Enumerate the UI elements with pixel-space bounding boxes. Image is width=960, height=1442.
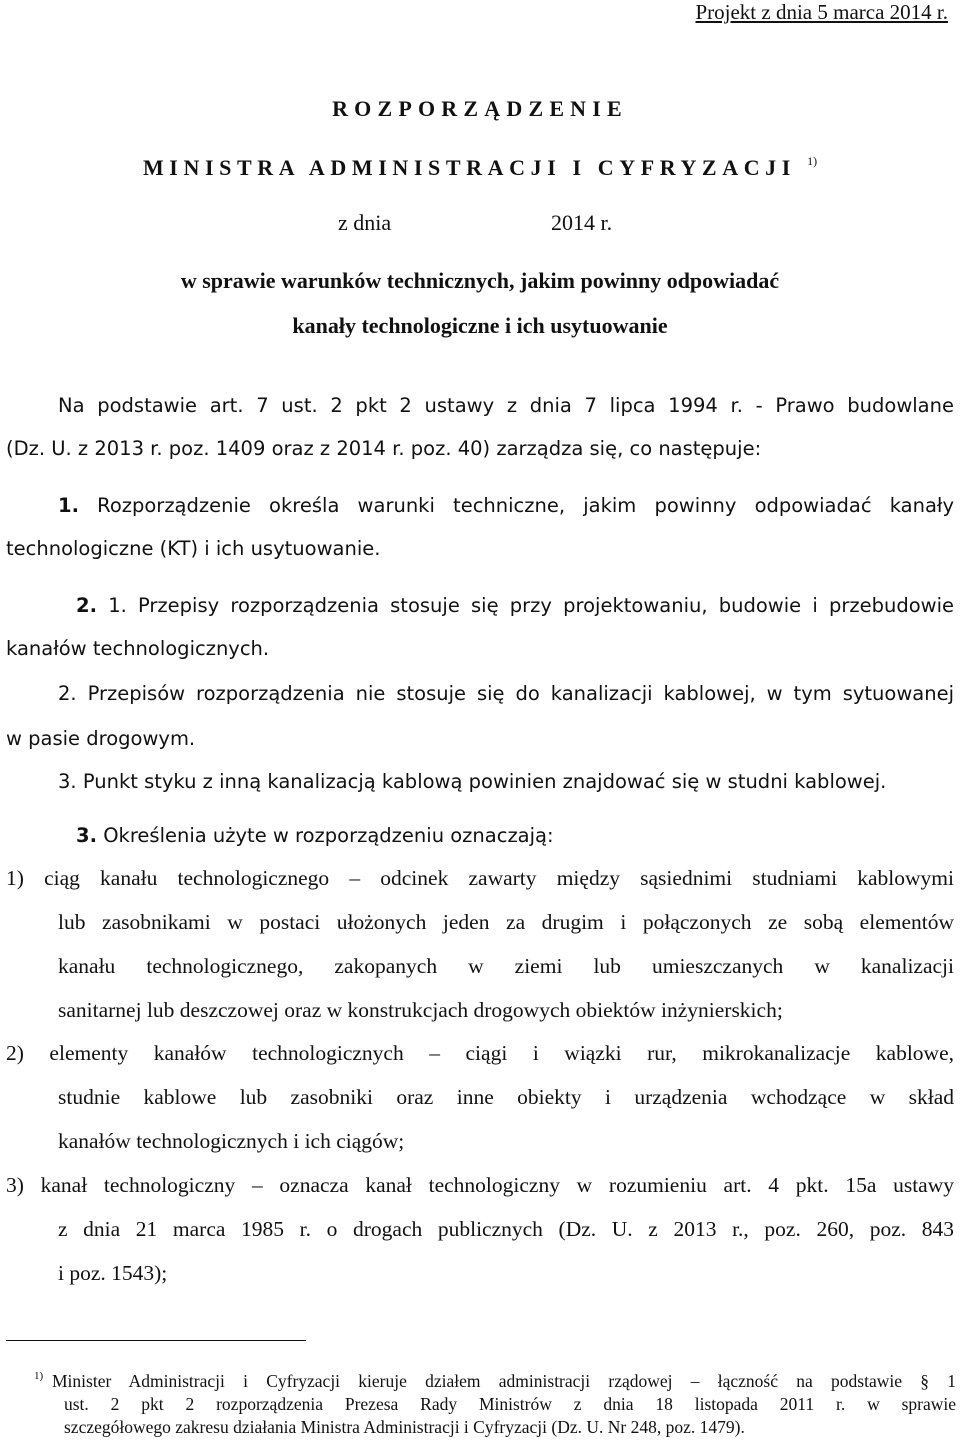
definition-3-line-3: i poz. 1543); <box>58 1261 168 1285</box>
section-3-intro-text: Określenia użyte w rozporządzeniu oznaczają: <box>103 824 554 847</box>
section-3-number: 3. <box>76 824 97 847</box>
preamble-line-2: (Dz. U. z 2013 r. poz. 1409 oraz z 2014 r. poz. 40) zarządza się, co następuje: <box>6 437 762 460</box>
footnote-line-3: szczegółowego zakresu działania Ministra Administracji i Cyfryzacji (Dz. U. Nr 248, poz. 1479). <box>64 1417 745 1437</box>
document-title: ROZPORZĄDZENIE <box>332 96 628 121</box>
section-2-point-1-text: Przepisy rozporządzenia stosuje się przy projektowaniu, budowie i przebudowie <box>138 594 955 617</box>
footnote-mark: 1) <box>34 1370 44 1382</box>
date-year: 2014 r. <box>551 210 613 235</box>
footnote-line-2: ust. 2 pkt 2 rozporządzenia Prezesa Rady Ministrów z dnia 18 listopada 2011 r. w sprawie <box>64 1394 956 1414</box>
preamble-line-1: Na podstawie art. 7 ust. 2 pkt 2 ustawy z dnia 7 lipca 1994 r. - Prawo budowlane <box>58 394 954 417</box>
issuing-authority-text: MINISTRA ADMINISTRACJI I CYFRYZACJI <box>142 155 796 180</box>
definition-3-line-2: z dnia 21 marca 1985 r. o drogach publicznych (Dz. U. z 2013 r., poz. 260, poz. 843 <box>58 1217 954 1241</box>
definition-1-line-1: 1) ciąg kanału technologicznego – odcinek zawarty między sąsiednimi studniami kablowymi <box>6 866 954 890</box>
definition-1-line-4: sanitarnej lub deszczowej oraz w konstrukcjach drogowych obiektów inżynierskich; <box>58 998 783 1022</box>
section-2-point-3-text: Punkt styku z inną kanalizacją kablową powinien znajdować się w studni kablowej. <box>82 770 887 793</box>
issuing-authority <box>0 154 960 181</box>
section-2-point-2-text: Przepisów rozporządzenia nie stosuje się do kanalizacji kablowej, w tym sytuowanej <box>87 682 954 705</box>
section-2-point-1-number: 1. <box>108 594 127 617</box>
section-2-point-3 <box>58 770 886 793</box>
section-3-intro <box>76 824 554 847</box>
subject-line-1: w sprawie warunków technicznych, jakim powinny odpowiadać <box>180 268 780 293</box>
section-2-line-1 <box>76 594 954 617</box>
section-2-point-2-line-1 <box>58 682 954 705</box>
definition-2-line-2: studnie kablowe lub zasobniki oraz inne obiekty i urządzenia wchodzące w skład <box>58 1085 954 1109</box>
section-2-point-3-number: 3. <box>58 770 77 793</box>
section-1-line-1 <box>58 494 954 517</box>
section-1-line-2: technologiczne (KT) i ich usytuowanie. <box>6 537 381 560</box>
footnote-line-1: Minister Administracji i Cyfryzacji kieruje działem administracji rządowej – łączność na podstawie § 1 <box>52 1371 956 1391</box>
section-2-number: 2. <box>76 594 97 617</box>
definition-1-line-2: lub zasobnikami w postaci ułożonych jeden za drugim i połączonych ze sobą elementów <box>58 910 954 934</box>
footnote-separator <box>6 1340 306 1341</box>
subject-line-2: kanały technologiczne i ich usytuowanie <box>292 313 668 338</box>
section-2-point-2-line-2: w pasie drogowym. <box>6 727 196 750</box>
definition-3-line-1: 3) kanał technologiczny – oznacza kanał technologiczny w rozumieniu art. 4 pkt. 15a ustawy <box>6 1173 954 1197</box>
date-prefix: z dnia <box>338 210 392 235</box>
section-1-text: Rozporządzenie określa warunki techniczne, jakim powinny odpowiadać kanały <box>97 494 954 517</box>
footnote-ref: 1) <box>807 154 818 168</box>
definition-2-line-1: 2) elementy kanałów technologicznych – ciągi i wiązki rur, mikrokanalizacje kablowe, <box>6 1041 954 1065</box>
definition-1-line-3: kanału technologicznego, zakopanych w ziemi lub umieszczanych w kanalizacji <box>58 954 954 978</box>
section-2-point-1-line-2: kanałów technologicznych. <box>6 637 270 660</box>
section-1-number: 1. <box>58 494 79 517</box>
document-header: Projekt z dnia 5 marca 2014 r. <box>695 0 948 24</box>
definition-2-line-3: kanałów technologicznych i ich ciągów; <box>58 1129 405 1153</box>
section-2-point-2-number: 2. <box>58 682 77 705</box>
